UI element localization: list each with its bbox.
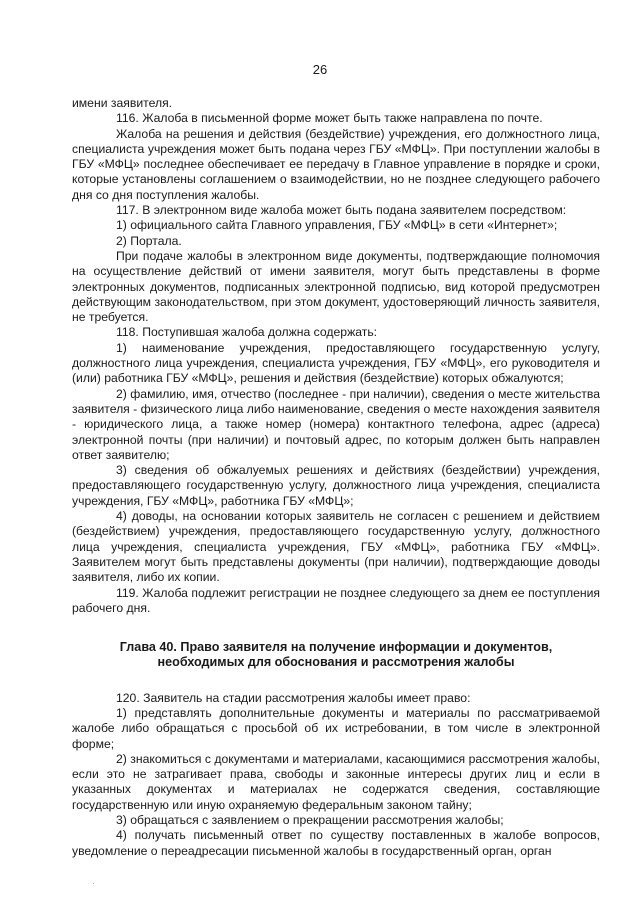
list-item: 2) Портала. xyxy=(116,233,182,248)
paragraph: Жалоба на решения и действия (бездействие) учреждения, его должностного лица, специалиста учреждения может быть подана через ГБУ «МФЦ». При поступлении жалобы в ГБУ «МФЦ» последнее обеспечивает ее передачу в Главное управление в порядке и сроки, которые установлены соглашением о взаимодействии, но не позднее следующего рабочего дня со дня поступления жалобы. xyxy=(72,126,600,202)
list-item: 2) знакомиться с документами и материалами, касающимися рассмотрения жалобы, если это не затрагивает права, свободы и законные интересы других лиц и если в указанных документах и материалах не содержатся сведения, составляющие государственную или иную охраняемую федеральным законом тайну; xyxy=(72,751,600,812)
paragraph-118: 118. Поступившая жалоба должна содержать: xyxy=(116,325,378,340)
document-body xyxy=(72,96,600,859)
list-item: 4) получать письменный ответ по существу поставленных в жалобе вопросов, уведомление о переадресации письменной жалобы в государственный орган, орган xyxy=(72,828,600,858)
margin-mark: · xyxy=(92,878,95,888)
page-number: 26 xyxy=(312,62,328,77)
paragraph: При подаче жалобы в электронном виде документы, подтверждающие полномочия на осуществление действий от имени заявителя, могут быть представлены в форме электронных документов, подписанных электронной подписью, вид которой предусмотрен действующим законодательством, при этом документ, удостоверяющий личность заявителя, не требуется. xyxy=(72,248,600,325)
paragraph-119: 119. Жалоба подлежит регистрации не позднее следующего за днем ее поступления рабочего дня. xyxy=(72,585,600,615)
list-item: 3) обращаться с заявлением о прекращении рассмотрения жалобы; xyxy=(116,813,504,828)
paragraph-117: 117. В электронном виде жалоба может быть подана заявителем посредством: xyxy=(116,203,567,218)
chapter-title-line: Глава 40. Право заявителя на получение информации и документов, xyxy=(119,640,553,655)
list-item: 2) фамилию, имя, отчество (последнее - при наличии), сведения о месте жительства заявителя - физического лица либо наименование, сведения о месте нахождения заявителя - юридического лица, а также номер (номера) контактного телефона, адрес (адреса) электронной почты (при наличии) и почтовый адрес, по которым должен быть направлен ответ заявителю; xyxy=(72,386,600,462)
list-item: 1) наименование учреждения, предоставляющего государственную услугу, должностного лица учреждения, специалиста учреждения, ГБУ «МФЦ», его руководителя и (или) работника ГБУ «МФЦ», решения и действия (бездействие) которых обжалуются; xyxy=(72,340,600,386)
list-item: 1) представлять дополнительные документы и материалы по рассматриваемой жалобе либо обращаться с просьбой об их истребовании, в том числе в электронной форме; xyxy=(72,705,600,751)
chapter-title-line: необходимых для обоснования и рассмотрения жалобы xyxy=(157,655,515,670)
paragraph-120: 120. Заявитель на стадии рассмотрения жалобы имеет право: xyxy=(116,690,471,705)
chapter-title xyxy=(72,640,600,671)
list-item: 3) сведения об обжалуемых решениях и действиях (бездействии) учреждения, предоставляющего государственную услугу, должностного лица учреждения, специалиста учреждения, ГБУ «МФЦ», работника ГБУ «МФЦ»; xyxy=(72,463,600,508)
list-item: 4) доводы, на основании которых заявитель не согласен с решением и действием (бездействием) учреждения, предоставляющего государственную услугу, должностного лица учреждения, специалиста учреждения, ГБУ «МФЦ», работника ГБУ «МФЦ». Заявителем могут быть представлены документы (при наличии), подтверждающие доводы заявителя, либо их копии. xyxy=(72,509,600,585)
list-item: 1) официального сайта Главного управления, ГБУ «МФЦ» в сети «Интернет»; xyxy=(116,218,558,233)
paragraph-116: 116. Жалоба в письменной форме может быть также направлена по почте. xyxy=(116,111,543,126)
paragraph: имени заявителя. xyxy=(72,96,173,110)
